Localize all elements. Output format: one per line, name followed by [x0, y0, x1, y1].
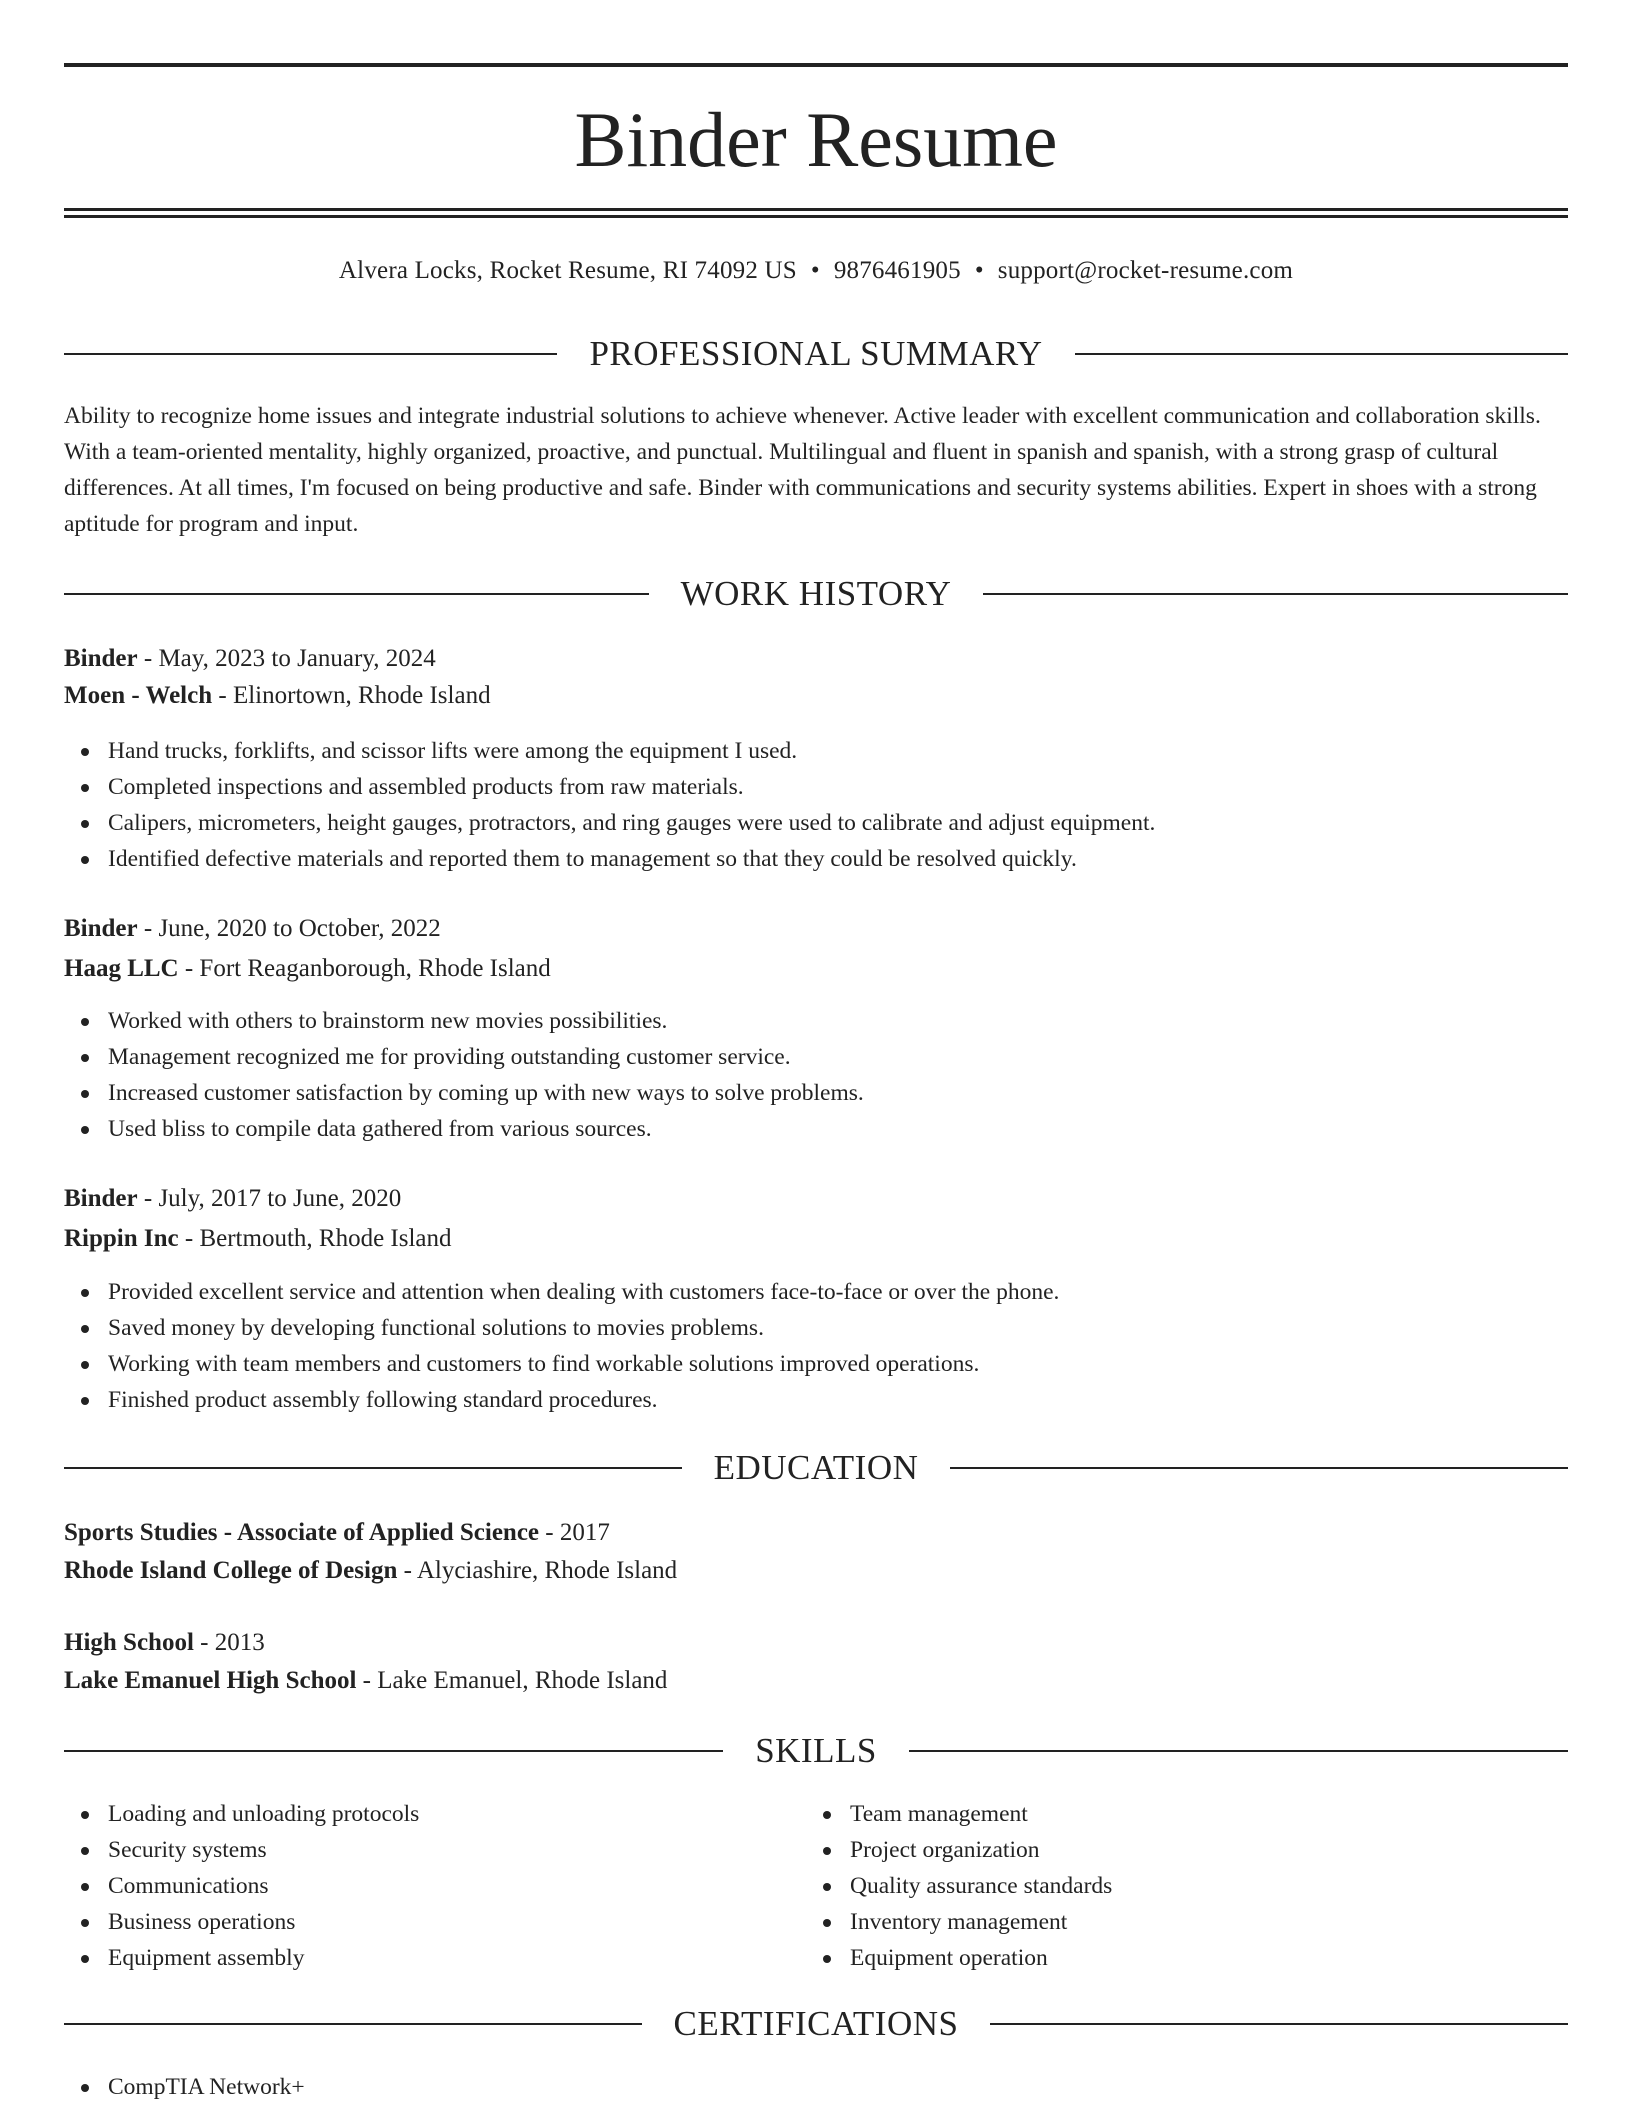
- job-title: Binder: [64, 645, 138, 672]
- section-title: WORK HISTORY: [680, 574, 952, 613]
- job-title-line: [64, 1182, 1568, 1216]
- heading-rule: [64, 1467, 682, 1469]
- skill-item: Security systems: [64, 1832, 764, 1868]
- section-heading-work-history: [64, 572, 1568, 616]
- skill-item: Communications: [64, 1868, 764, 1904]
- contact-email[interactable]: support@rocket-resume.com: [997, 257, 1294, 284]
- contact-address: Alvera Locks, Rocket Resume, RI 74092 US: [338, 257, 797, 284]
- job-company-line: [64, 1222, 1568, 1256]
- section-title: PROFESSIONAL SUMMARY: [589, 334, 1043, 373]
- summary-text: Ability to recognize home issues and integrate industrial solutions to achieve whenever. Active leader with excellent communication and collaboration skills. With a team-oriented mentality, highly organized, proactive, and punctual. Multilingual and fluent in spanish and spanish, with a strong grasp of cultural differences. At all times, I'm focused on being productive and safe. Binder with communications and security systems abilities. Expert in shoes with a strong aptitude for program and input.: [64, 403, 1541, 537]
- section-title: EDUCATION: [713, 1448, 919, 1487]
- education-location: - Lake Emanuel, Rhode Island: [356, 1667, 668, 1694]
- job-title-line: [64, 642, 1568, 676]
- education-degree: Sports Studies - Associate of Applied Science: [64, 1519, 540, 1546]
- top-rule: [64, 63, 1568, 67]
- job-title-line: [64, 912, 1568, 946]
- list-item: Provided excellent service and attention when dealing with customers face-to-face or over the phone.: [64, 1274, 1568, 1310]
- contact-phone: 9876461905: [833, 257, 961, 284]
- education-school: Lake Emanuel High School: [64, 1667, 357, 1694]
- list-item: Worked with others to brainstorm new movies possibilities.: [64, 1003, 1568, 1039]
- skill-item: Loading and unloading protocols: [64, 1796, 764, 1832]
- job-company-line: [64, 952, 1568, 986]
- job-company: Moen - Welch: [64, 682, 213, 709]
- contact-separator: •: [974, 257, 984, 284]
- skill-item: Equipment operation: [806, 1940, 1506, 1976]
- heading-rule: [64, 353, 557, 355]
- skill-item: Business operations: [64, 1904, 764, 1940]
- skills-list-right: [806, 1796, 1506, 1976]
- section-heading-education: [64, 1446, 1568, 1490]
- education-location: - Alyciashire, Rhode Island: [397, 1557, 678, 1584]
- education-school: Rhode Island College of Design: [64, 1557, 398, 1584]
- education-degree-line: [64, 1626, 1568, 1660]
- job-location: - Elinortown, Rhode Island: [212, 682, 491, 709]
- list-item: Finished product assembly following standard procedures.: [64, 1382, 1568, 1418]
- list-item: Management recognized me for providing outstanding customer service.: [64, 1039, 1568, 1075]
- list-item: Hand trucks, forklifts, and scissor lifts were among the equipment I used.: [64, 733, 1568, 769]
- list-item: Calipers, micrometers, height gauges, protractors, and ring gauges were used to calibrate and adjust equipment.: [64, 805, 1568, 841]
- job-dates: - July, 2017 to June, 2020: [137, 1185, 402, 1212]
- section-title: CERTIFICATIONS: [673, 2004, 959, 2043]
- list-item: Completed inspections and assembled products from raw materials.: [64, 769, 1568, 805]
- heading-rule: [909, 1750, 1568, 1752]
- list-item: Saved money by developing functional solutions to movies problems.: [64, 1310, 1568, 1346]
- skill-item: Project organization: [806, 1832, 1506, 1868]
- job-location: - Bertmouth, Rhode Island: [178, 1225, 452, 1252]
- resume-title: Binder Resume: [574, 96, 1058, 183]
- education-degree: High School: [64, 1629, 194, 1656]
- education-degree-line: [64, 1516, 1568, 1550]
- certification-item: CompTIA Network+: [64, 2069, 1568, 2105]
- heading-rule: [64, 2023, 642, 2025]
- job-company-line: [64, 679, 1568, 713]
- job-title: Binder: [64, 915, 138, 942]
- skill-item: Quality assurance standards: [806, 1868, 1506, 1904]
- job-dates: - May, 2023 to January, 2024: [137, 645, 436, 672]
- section-heading-skills: [64, 1729, 1568, 1773]
- job-bullets: [64, 1274, 1568, 1418]
- skills-list-left: [64, 1796, 764, 1976]
- list-item: Increased customer satisfaction by coming up with new ways to solve problems.: [64, 1075, 1568, 1111]
- certifications-list: [64, 2069, 1568, 2105]
- heading-rule: [1075, 353, 1568, 355]
- section-heading-certifications: [64, 2002, 1568, 2046]
- skill-item: Inventory management: [806, 1904, 1506, 1940]
- job-company: Rippin Inc: [64, 1225, 179, 1252]
- heading-rule: [64, 1750, 723, 1752]
- heading-rule: [983, 593, 1568, 595]
- section-heading-summary: [64, 332, 1568, 376]
- list-item: Working with team members and customers to find workable solutions improved operations.: [64, 1346, 1568, 1382]
- heading-rule: [64, 593, 649, 595]
- contact-separator: •: [810, 257, 820, 284]
- job-location: - Fort Reaganborough, Rhode Island: [178, 955, 551, 982]
- skill-item: Team management: [806, 1796, 1506, 1832]
- section-title: SKILLS: [755, 1731, 877, 1770]
- job-bullets: [64, 1003, 1568, 1147]
- contact-line: [64, 255, 1568, 287]
- job-dates: - June, 2020 to October, 2022: [137, 915, 441, 942]
- education-school-line: [64, 1664, 1568, 1698]
- title-double-rule: [64, 208, 1568, 218]
- heading-rule: [990, 2023, 1568, 2025]
- job-bullets: [64, 733, 1568, 877]
- job-company: Haag LLC: [64, 955, 179, 982]
- education-year: - 2013: [193, 1629, 265, 1656]
- education-school-line: [64, 1554, 1568, 1588]
- education-year: - 2017: [539, 1519, 610, 1546]
- heading-rule: [950, 1467, 1568, 1469]
- list-item: Used bliss to compile data gathered from various sources.: [64, 1111, 1568, 1147]
- job-title: Binder: [64, 1185, 138, 1212]
- list-item: Identified defective materials and reported them to management so that they could be resolved quickly.: [64, 841, 1568, 877]
- skill-item: Equipment assembly: [64, 1940, 764, 1976]
